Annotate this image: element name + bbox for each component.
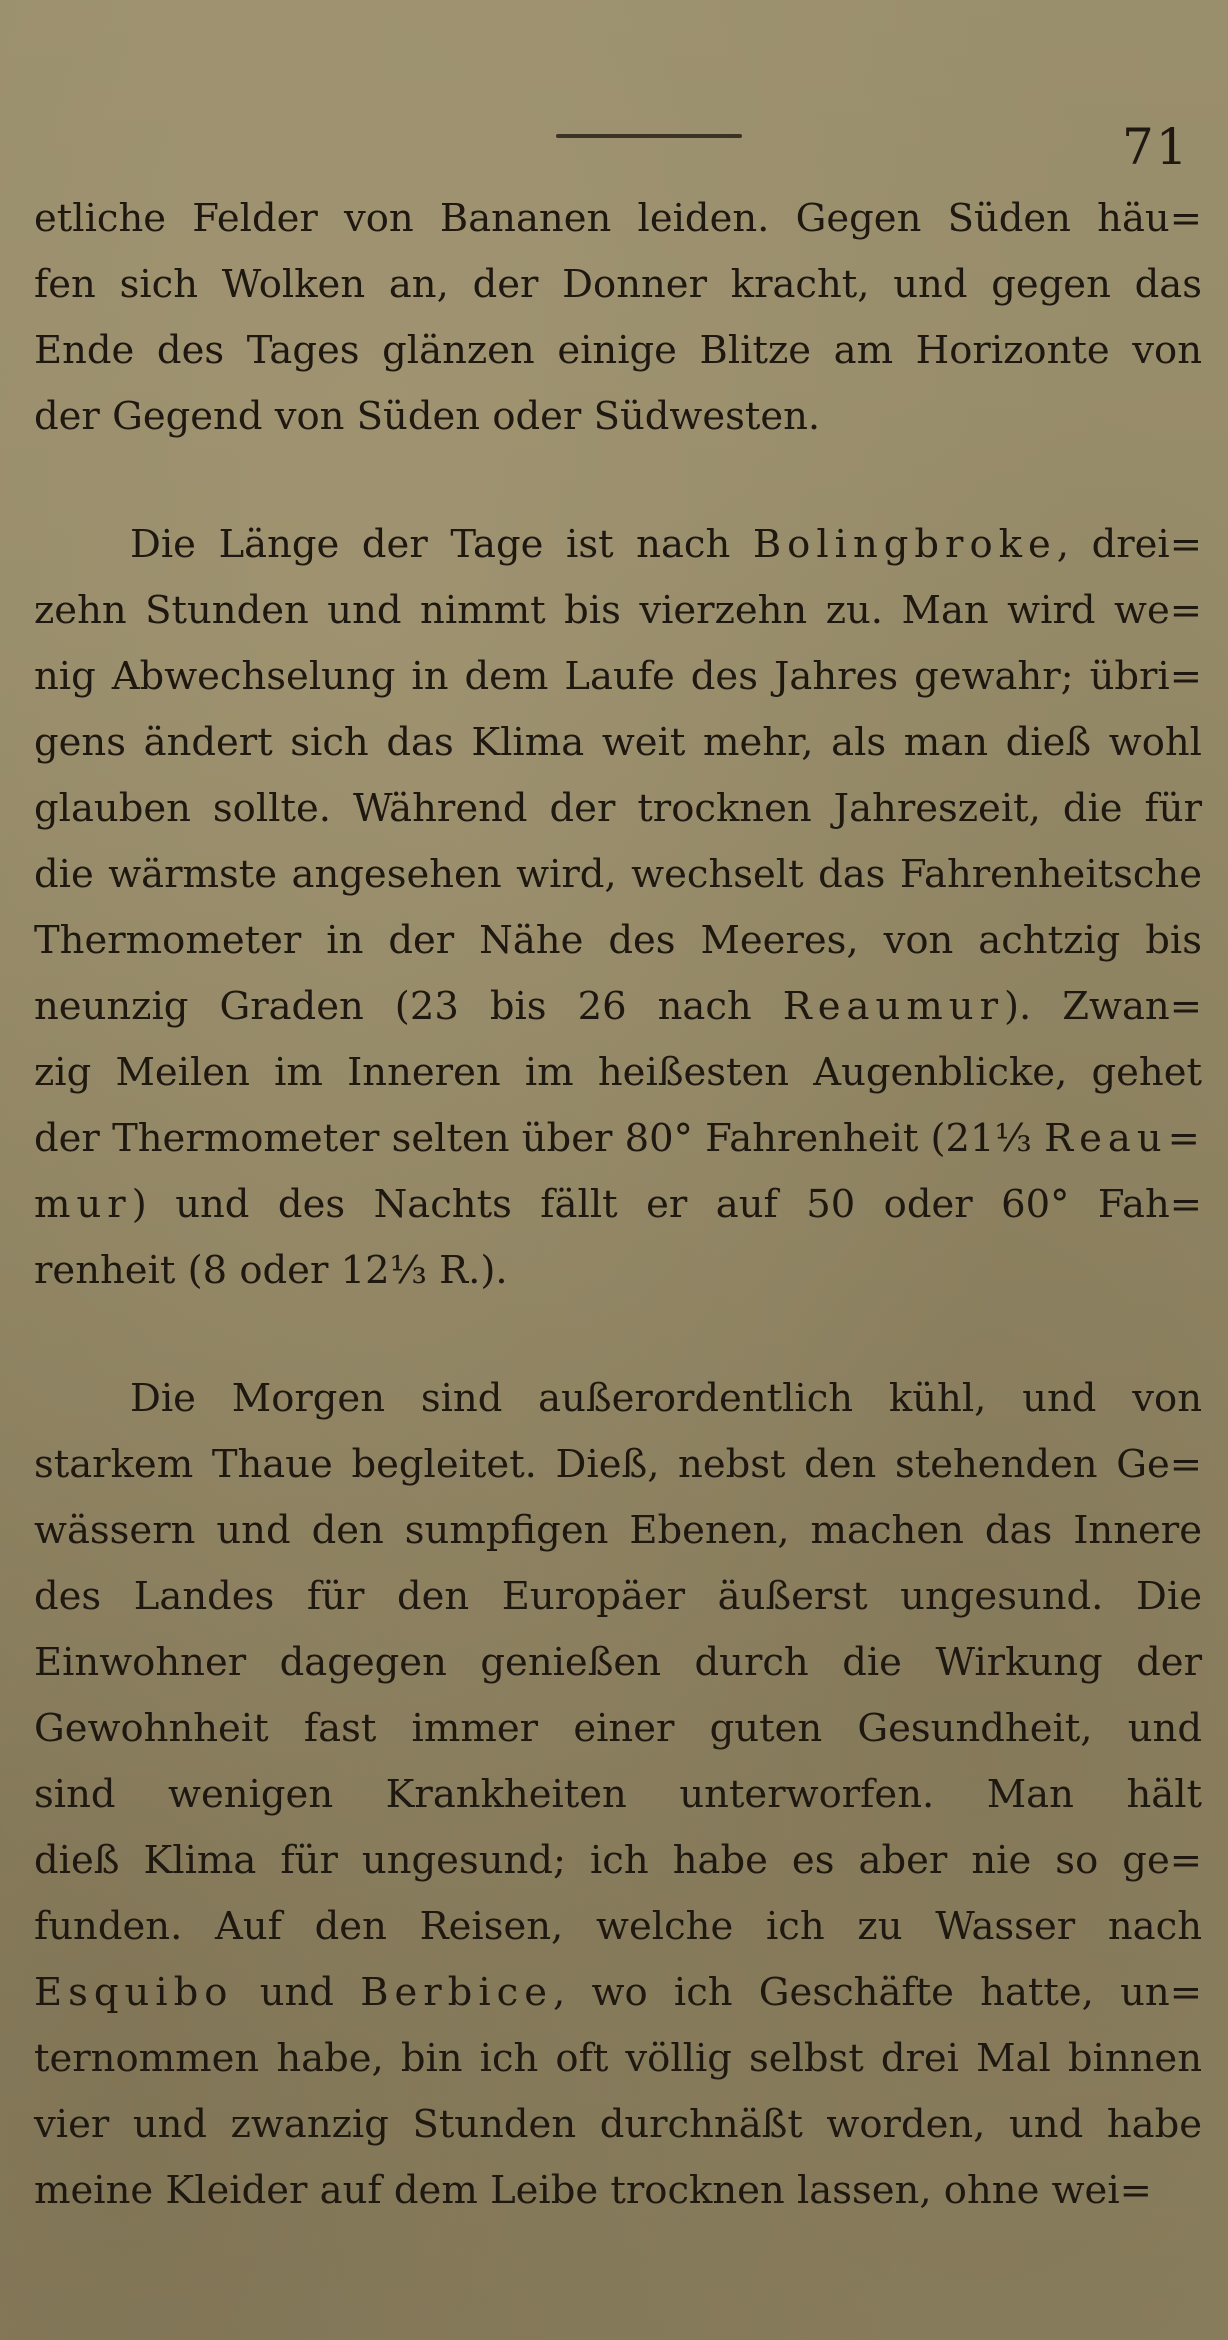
text-line: Gewohnheit fast immer einer guten Gesundheit, und	[34, 1706, 1202, 1751]
page-number: 71	[1122, 118, 1190, 176]
text-line: mur) und des Nachts fällt er auf 50 oder 60° Fah=	[34, 1182, 1202, 1227]
header-rule	[556, 134, 742, 138]
text-line: zehn Stunden und nimmt bis vierzehn zu. Man wird we=	[34, 588, 1202, 633]
text-line: renheit (8 oder 12⅓ R.).	[34, 1248, 508, 1293]
text-line: etliche Felder von Bananen leiden. Gegen Süden häu=	[34, 196, 1202, 241]
text-line: Esquibo und Berbice, wo ich Geschäfte hatte, un=	[34, 1970, 1202, 2015]
text-line: nig Abwechselung in dem Laufe des Jahres gewahr; übri=	[34, 654, 1202, 699]
text-line: gens ändert sich das Klima weit mehr, als man dieß wohl	[34, 720, 1202, 765]
text-line: fen sich Wolken an, der Donner kracht, und gegen das	[34, 262, 1202, 307]
text-line: die wärmste angesehen wird, wechselt das Fahrenheitsche	[34, 852, 1202, 897]
text-line: der Thermometer selten über 80° Fahrenheit (21⅓ Reau=	[34, 1116, 1206, 1161]
spaced-emphasis: Reau=	[1044, 1116, 1206, 1161]
text-line: des Landes für den Europäer äußerst ungesund. Die	[34, 1574, 1202, 1619]
text-line: der Gegend von Süden oder Südwesten.	[34, 394, 821, 439]
spaced-emphasis: Berbice	[360, 1970, 553, 2015]
text-line: Thermometer in der Nähe des Meeres, von achtzig bis	[34, 918, 1202, 963]
spaced-emphasis: Bolingbroke	[752, 522, 1057, 567]
text-line: ternommen habe, bin ich oft völlig selbst drei Mal binnen	[34, 2036, 1202, 2081]
text-line: zig Meilen im Inneren im heißesten Augenblicke, gehet	[34, 1050, 1202, 1095]
text-line: Ende des Tages glänzen einige Blitze am Horizonte von	[34, 328, 1202, 373]
text-line: Die Länge der Tage ist nach Bolingbroke, drei=	[130, 522, 1202, 567]
text-line: Die Morgen sind außerordentlich kühl, und von	[130, 1376, 1202, 1421]
text-line: Einwohner dagegen genießen durch die Wirkung der	[34, 1640, 1202, 1685]
text-line: funden. Auf den Reisen, welche ich zu Wasser nach	[34, 1904, 1202, 1949]
text-line: neunzig Graden (23 bis 26 nach Reaumur). Zwan=	[34, 984, 1202, 1029]
text-line: wässern und den sumpfigen Ebenen, machen das Innere	[34, 1508, 1202, 1553]
spaced-emphasis: Reaumur	[782, 984, 1004, 1029]
spaced-emphasis: mur	[34, 1182, 132, 1227]
spaced-emphasis: Esquibo	[34, 1970, 234, 2015]
text-line: dieß Klima für ungesund; ich habe es aber nie so ge=	[34, 1838, 1202, 1883]
body-text	[34, 186, 1206, 2224]
text-line: starkem Thaue begleitet. Dieß, nebst den stehenden Ge=	[34, 1442, 1202, 1487]
text-line: vier und zwanzig Stunden durchnäßt worden, und habe	[34, 2102, 1202, 2147]
text-line: meine Kleider auf dem Leibe trocknen lassen, ohne wei=	[34, 2168, 1152, 2213]
text-line: sind wenigen Krankheiten unterworfen. Man hält	[34, 1772, 1202, 1817]
paragraph-gap	[34, 450, 1202, 512]
text-line: glauben sollte. Während der trocknen Jahreszeit, die für	[34, 786, 1202, 831]
paragraph-gap	[34, 1304, 1202, 1366]
